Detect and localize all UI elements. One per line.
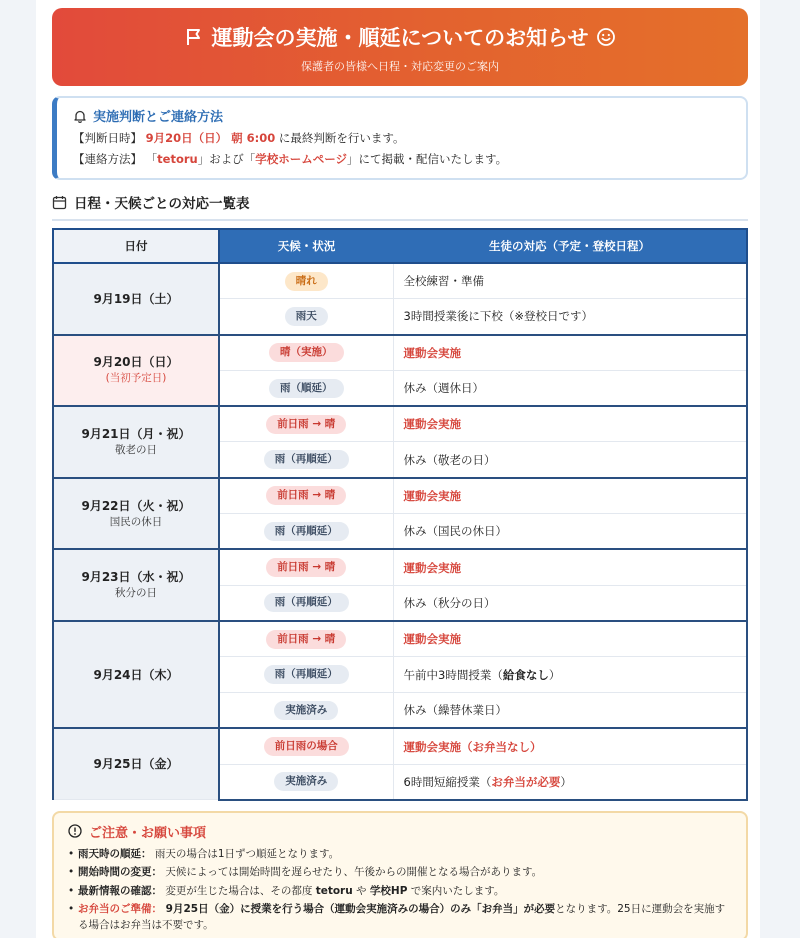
schedule-table — [52, 228, 748, 801]
action-cell — [393, 693, 747, 729]
action-cell — [393, 621, 747, 657]
notice-title-text: 実施判断とご連絡方法 — [93, 110, 224, 125]
weather-tag: 雨（再順延） — [264, 593, 349, 612]
weather-cell — [219, 621, 393, 657]
caution-school-hp: 学校HP — [369, 884, 408, 897]
action-cell — [393, 442, 747, 478]
weather-cell — [219, 370, 393, 406]
caution-box — [52, 811, 748, 938]
date-cell — [53, 406, 219, 478]
contact-quote: 「 — [145, 152, 158, 166]
action-text: 休み（国民の休日） — [403, 524, 507, 539]
action-cell — [393, 370, 747, 406]
notice-title — [73, 106, 732, 125]
action-text: 運動会実施 — [403, 488, 461, 503]
action-text: 運動会実施（お弁当なし） — [403, 739, 542, 754]
caution-text: や — [352, 884, 370, 897]
caution-item-start-time — [68, 865, 732, 881]
contact-tetoru: tetoru — [157, 152, 198, 166]
caution-bold-text: 9月25日（金）に授業を行う場合（運動会実施済みの場合）のみ「お弁当」が必要 — [162, 903, 556, 916]
action-cell — [393, 263, 747, 299]
date-label: 9月20日（日） — [93, 355, 179, 370]
date-cell — [53, 621, 219, 728]
decision-notice — [52, 96, 748, 180]
date-cell — [53, 549, 219, 621]
action-text: 運動会実施 — [403, 417, 461, 432]
caution-tetoru: tetoru — [315, 884, 353, 897]
weather-cell — [219, 657, 393, 693]
action-text: 全校練習・準備 — [403, 274, 484, 289]
schedule-body — [53, 263, 747, 800]
table-header-row — [53, 229, 747, 263]
weather-tag: 雨天 — [285, 307, 328, 326]
action-cell — [393, 728, 747, 764]
contact-end: 」にて掲載・配信いたします。 — [347, 152, 508, 166]
caution-item-lunch — [68, 902, 732, 933]
date-label: 9月24日（木） — [93, 667, 179, 682]
caution-text: で案内いたします。 — [407, 884, 505, 897]
page-title — [52, 22, 748, 52]
weather-cell — [219, 263, 393, 299]
table-row — [53, 728, 747, 764]
caution-text: 天候によっては開始時間を遅らせたり、午後からの開催となる場合があります。 — [162, 866, 543, 879]
date-cell — [53, 478, 219, 550]
action-text: 休み（繰替休業日） — [403, 703, 507, 718]
contact-label: 【連絡方法】 — [73, 152, 142, 166]
col-header-action: 生徒の対応（予定・登校日程） — [393, 229, 747, 263]
col-header-weather: 天候・状況 — [219, 229, 393, 263]
date-cell — [53, 263, 219, 335]
date-sublabel: 敬老の日 — [115, 443, 157, 456]
action-text: 休み（秋分の日） — [403, 595, 496, 610]
caution-text: 変更が生じた場合は、その都度 — [162, 884, 316, 897]
caution-item-latest-info — [68, 884, 732, 900]
weather-cell — [219, 299, 393, 335]
judge-label: 【判断日時】 — [73, 131, 142, 145]
weather-tag: 晴（実施） — [269, 343, 344, 362]
date-label: 9月19日（土） — [93, 291, 179, 306]
action-text: 午前中3時間授業（ — [403, 667, 503, 682]
caution-text: 雨天の場合は1日ずつ順延となります。 — [151, 847, 340, 860]
weather-tag: 前日雨 → 晴 — [266, 630, 346, 649]
action-red-text: お弁当が必要 — [491, 774, 561, 789]
date-sublabel: 国民の休日 — [109, 515, 163, 528]
weather-tag: 晴れ — [285, 272, 328, 291]
date-label: 9月25日（金） — [93, 757, 179, 772]
action-cell — [393, 335, 747, 371]
weather-tag: 実施済み — [274, 772, 338, 791]
caution-list — [68, 847, 732, 934]
contact-mid: 」および「 — [197, 152, 256, 166]
caution-label: 雨天時の順延： — [78, 847, 152, 860]
action-text: 休み（週休日） — [403, 381, 484, 396]
action-cell — [393, 549, 747, 585]
action-cell — [393, 585, 747, 621]
action-text: 3時間授業後に下校（※登校日です） — [403, 309, 593, 324]
weather-tag: 雨（再順延） — [264, 522, 349, 541]
action-text: 休み（敬老の日） — [403, 452, 496, 467]
flag-icon — [184, 27, 204, 47]
action-tail-text: ） — [548, 667, 561, 682]
table-row — [53, 335, 747, 371]
weather-tag: 雨（再順延） — [264, 450, 349, 469]
date-label: 9月22日（火・祝） — [81, 498, 191, 513]
weather-tag: 雨（再順延） — [264, 665, 349, 684]
caution-label: 最新情報の確認： — [78, 884, 162, 897]
header-banner — [52, 8, 748, 86]
table-row — [53, 549, 747, 585]
action-cell — [393, 764, 747, 800]
action-text: 運動会実施 — [403, 560, 461, 575]
bell-icon — [73, 109, 87, 123]
col-header-date: 日付 — [53, 229, 219, 263]
weather-tag: 前日雨 → 晴 — [266, 415, 346, 434]
action-text: 運動会実施 — [403, 345, 461, 360]
action-cell — [393, 406, 747, 442]
schedule-section-title-text: 日程・天候ごとの対応一覧表 — [74, 196, 250, 212]
weather-cell — [219, 764, 393, 800]
date-label: 9月21日（月・祝） — [81, 426, 191, 441]
judge-text: に最終判断を行います。 — [275, 131, 405, 145]
weather-cell — [219, 549, 393, 585]
weather-cell — [219, 728, 393, 764]
weather-cell — [219, 693, 393, 729]
contact-school-hp: 学校ホームページ — [255, 152, 347, 166]
weather-tag: 前日雨 → 晴 — [266, 558, 346, 577]
weather-cell — [219, 585, 393, 621]
action-cell — [393, 657, 747, 693]
action-cell — [393, 478, 747, 514]
weather-cell — [219, 406, 393, 442]
page-title-text: 運動会の実施・順延についてのお知らせ — [211, 26, 589, 50]
smile-icon — [596, 27, 616, 47]
judge-row — [73, 130, 732, 146]
weather-cell — [219, 442, 393, 478]
table-row — [53, 406, 747, 442]
action-tail-text: ） — [560, 774, 572, 789]
caution-label: 開始時間の変更： — [78, 866, 162, 879]
caution-title-text: ご注意・お願い事項 — [89, 825, 207, 841]
weather-tag: 実施済み — [274, 701, 338, 720]
table-row — [53, 263, 747, 299]
date-sublabel: (当初予定日) — [105, 372, 167, 385]
action-cell — [393, 299, 747, 335]
caution-title — [68, 822, 732, 841]
caution-text: となります。25日に運動会を実施する場合はお弁当は不要です。 — [78, 903, 726, 931]
weather-tag: 前日雨の場合 — [264, 737, 349, 756]
date-sublabel: 秋分の日 — [115, 587, 157, 600]
calendar-icon — [52, 195, 67, 210]
caution-item-rain — [68, 847, 732, 863]
contact-row — [73, 151, 732, 167]
weather-cell — [219, 478, 393, 514]
weather-tag: 雨（順延） — [269, 379, 344, 398]
weather-tag: 前日雨 → 晴 — [266, 486, 346, 505]
date-cell — [53, 335, 219, 407]
table-row — [53, 478, 747, 514]
weather-cell — [219, 335, 393, 371]
caution-label: お弁当のご準備： — [78, 903, 162, 916]
date-cell — [53, 728, 219, 800]
action-text: 運動会実施 — [403, 632, 461, 647]
alert-icon — [68, 824, 82, 838]
schedule-section-title — [52, 192, 748, 221]
action-text: 6時間短縮授業（ — [403, 774, 492, 789]
action-bold-text: 給食なし — [502, 667, 549, 682]
page-subtitle: 保護者の皆様へ日程・対応変更のご案内 — [301, 60, 499, 73]
judge-time: 9月20日（日） 朝 6:00 — [145, 131, 276, 145]
action-cell — [393, 514, 747, 550]
table-row — [53, 621, 747, 657]
date-label: 9月23日（水・祝） — [81, 570, 191, 585]
weather-cell — [219, 514, 393, 550]
